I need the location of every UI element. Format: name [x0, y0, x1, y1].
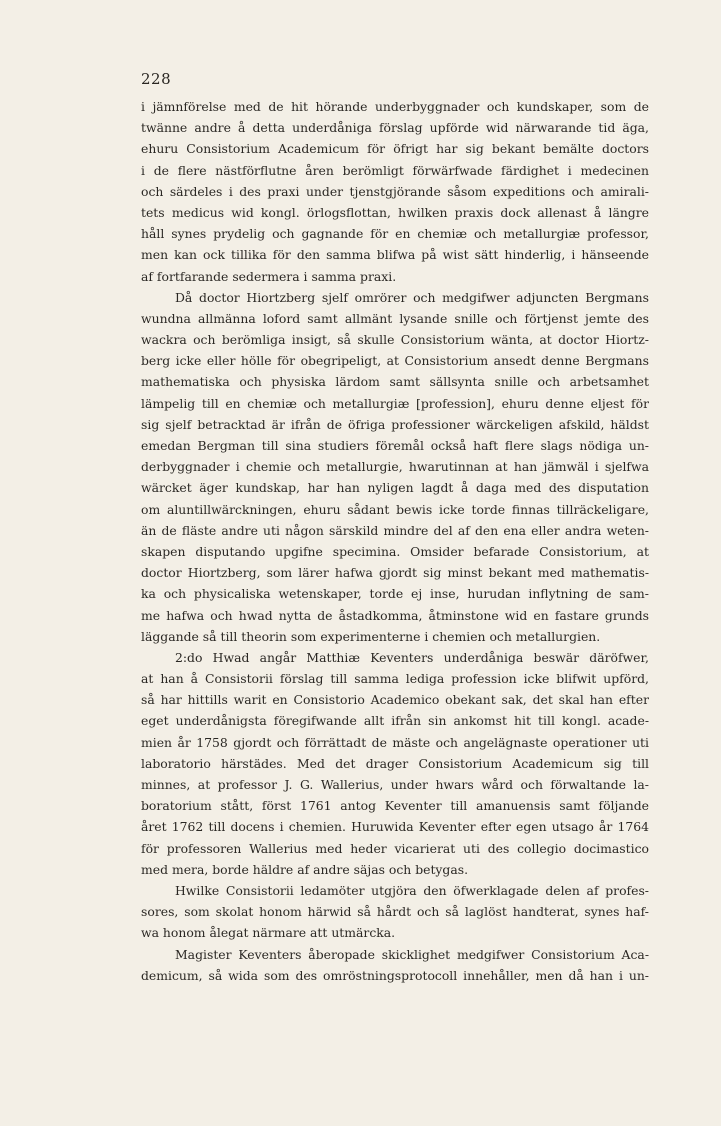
text-line: i de flere nästförflutne åren berömligt förwärfwade färdighet i medecinen — [141, 162, 649, 178]
paragraph — [141, 287, 649, 647]
text-line: sig sjelf betracktad är ifrån de öfriga professioner wärckeligen afskild, häldst — [141, 416, 649, 432]
text-line: mathematiska och physiska lärdom samt sällsynta snille och arbetsamhet — [141, 374, 649, 390]
text-line: wärcket äger kundskap, har han nyligen lagdt å daga med des disputation — [141, 480, 649, 496]
text-line: och särdeles i des praxi under tjenstgjörande såsom expeditions och amirali- — [141, 183, 649, 199]
text-line: tets medicus wid kongl. örlogsflottan, hwilken praxis dock allenast å längre — [141, 204, 649, 220]
page-number: 228 — [141, 70, 172, 88]
text-line: at han å Consistorii förslag till samma lediga profession icke blifwit upförd, — [141, 671, 649, 687]
text-line: om aluntillwärckningen, ehuru sådant bewis icke torde finnas tillräckeligare, — [141, 501, 649, 517]
paragraph — [141, 944, 649, 986]
text-line: för professoren Wallerius med heder vicarierat uti des collegio docimastico — [141, 840, 649, 856]
text-line: men kan ock tillika för den samma blifwa på wist sätt hinderlig, i hänseende — [141, 247, 649, 263]
text-line: håll synes prydelig och gagnande för en chemiæ och metallurgiæ professor, — [141, 226, 649, 242]
text-line: året 1762 till docens i chemien. Huruwida Keventer efter egen utsago år 1764 — [141, 819, 649, 835]
text-line: minnes, at professor J. G. Wallerius, under hwars wård och förwaltande la- — [141, 777, 649, 792]
text-line: sores, som skolat honom härwid så hårdt och så laglöst handterat, synes haf- — [141, 904, 649, 920]
text-line: demicum, så wida som des omröstningsprotocoll innehåller, men då han i un- — [141, 967, 649, 983]
text-line: twänne andre å detta underdåniga förslag upförde wid närwarande tid äga, — [141, 120, 649, 136]
text-line: Hwilke Consistorii ledamöter utgjöra den öfwerklagade delen af profes- — [175, 882, 649, 898]
text-line: eget underdånigsta föregifwande allt ifrån sin ankomst hit till kongl. acade- — [141, 713, 649, 729]
text-line: än de fläste andre uti någon särskild mindre del af den ena eller andra weten- — [141, 522, 649, 538]
text-line: med mera, borde häldre af andre säjas och betygas. — [141, 861, 469, 877]
text-line: laboratorio härstädes. Med det drager Consistorium Academicum sig till — [141, 755, 649, 771]
text-line: wa honom ålegat närmare att utmärcka. — [141, 925, 396, 941]
text-line: wackra och berömliga insigt, så skulle Consistorium wänta, at doctor Hiortz- — [141, 332, 649, 348]
text-line: me hafwa och hwad nytta de åstadkomma, åtminstone wid en fastare grunds — [141, 607, 649, 623]
text-line: skapen disputando upgifne specimina. Omsider befarade Consistorium, at — [141, 543, 649, 559]
text-line: wundna allmänna loford samt allmänt lysande snille och förtjenst jemte des — [141, 310, 649, 326]
text-line: doctor Hiortzberg, som lärer hafwa gjordt sig minst bekant med mathematis- — [141, 565, 649, 581]
text-line: mien år 1758 gjordt och förrättadt de mäste och angelägnaste operationer uti — [141, 734, 649, 750]
paragraph — [141, 880, 649, 944]
paragraph — [141, 647, 649, 880]
text-line: Då doctor Hiortzberg sjelf omrörer och medgifwer adjuncten Bergmans — [175, 289, 649, 305]
text-line: ehuru Consistorium Academicum för öfrigt har sig bekant bemälte doctors — [141, 141, 649, 157]
paragraph — [141, 96, 649, 287]
text-line: Magister Keventers åberopade skicklighet medgifwer Consistorium Aca- — [175, 946, 649, 962]
text-line: emedan Bergman till sina studiers föremål också haft flere slags nödiga un- — [141, 438, 649, 453]
text-line: af fortfarande sedermera i samma praxi. — [141, 268, 397, 284]
text-line: ka och physicaliska wetenskaper, torde ej inse, hurudan inflytning de sam- — [141, 586, 649, 602]
text-line: lämpelig till en chemiæ och metallurgiæ [profession], ehuru denne eljest för — [141, 395, 649, 411]
text-line: boratorium stått, först 1761 antog Keventer till amanuensis samt följande — [141, 798, 649, 814]
text-line: i jämnförelse med de hit hörande underbyggnader och kundskaper, som de — [141, 99, 649, 114]
text-line: läggande så till theorin som experimenterne i chemien och metallurgien. — [141, 628, 601, 644]
text-line: berg icke eller hölle för obegripeligt, at Consistorium ansedt denne Bergmans — [141, 353, 649, 369]
text-line: 2:do Hwad angår Matthiæ Keventers underdåniga beswär däröfwer, — [175, 649, 649, 665]
text-line: derbyggnader i chemie och metallurgie, hwarutinnan at han jämwäl i sjelfwa — [141, 459, 649, 475]
body-text — [141, 96, 649, 986]
text-line: så har hittills warit en Consistorio Academico obekant sak, det skal han efter — [141, 692, 649, 708]
